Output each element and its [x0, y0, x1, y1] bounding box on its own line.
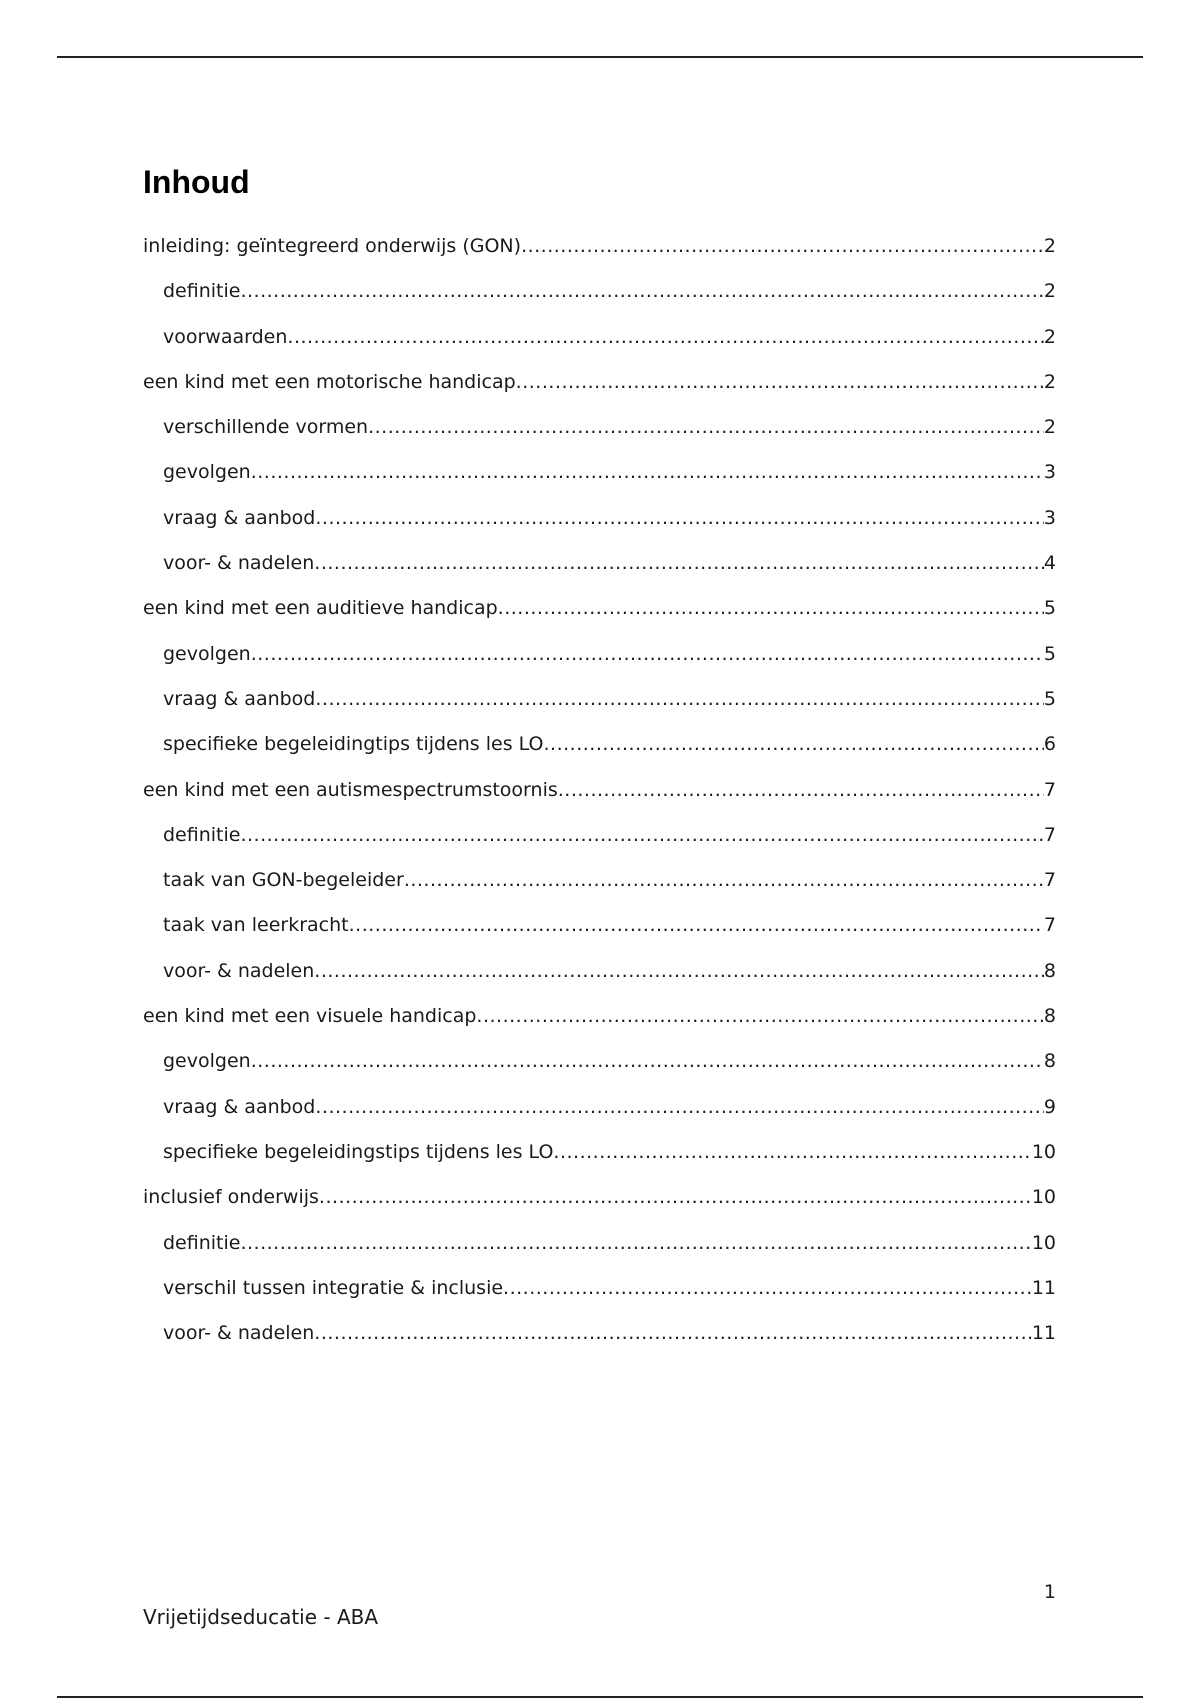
toc-entry-label: taak van leerkracht — [163, 914, 349, 937]
toc-entry-label: definitie — [163, 1231, 241, 1254]
toc-entry-section[interactable] — [143, 636, 1056, 681]
toc-dot-leader — [558, 772, 1044, 808]
toc-dot-leader — [521, 228, 1044, 264]
toc-dot-leader — [314, 1315, 1032, 1351]
toc-dot-leader — [240, 817, 1043, 853]
header-rule — [57, 56, 1143, 58]
toc-entry-section[interactable] — [143, 817, 1056, 862]
toc-dot-leader — [251, 636, 1044, 672]
toc-dot-leader — [516, 364, 1044, 400]
page-number: 1 — [1043, 1581, 1056, 1603]
toc-dot-leader — [503, 1270, 1032, 1306]
toc-entry-section[interactable] — [143, 1270, 1056, 1315]
toc-entry-chapter[interactable] — [143, 228, 1056, 273]
toc-entry-label: vraag & aanbod — [163, 506, 316, 529]
toc-entry-chapter[interactable] — [143, 772, 1056, 817]
toc-entry-page-number: 2 — [1043, 280, 1056, 303]
toc-dot-leader — [498, 590, 1044, 626]
toc-entry-label: specifieke begeleidingstips tijdens les LO — [163, 1140, 554, 1163]
toc-entry-section[interactable] — [143, 500, 1056, 545]
footer-text: Vrijetijdseducatie - ABA — [143, 1605, 379, 1629]
toc-entry-page-number: 7 — [1043, 778, 1056, 801]
toc-entry-section[interactable] — [143, 907, 1056, 952]
toc-dot-leader — [544, 726, 1044, 762]
toc-entry-label: gevolgen — [163, 642, 251, 665]
toc-entry-page-number: 2 — [1043, 416, 1056, 439]
toc-dot-leader — [553, 1134, 1031, 1170]
toc-dot-leader — [314, 953, 1044, 989]
toc-dot-leader — [315, 500, 1044, 536]
toc-entry-page-number: 3 — [1043, 461, 1056, 484]
toc-dot-leader — [287, 319, 1044, 355]
toc-entry-label: gevolgen — [163, 461, 251, 484]
toc-entry-page-number: 2 — [1043, 235, 1056, 257]
toc-dot-leader — [404, 862, 1044, 898]
table-of-contents — [143, 228, 1056, 1360]
toc-entry-page-number: 10 — [1031, 1140, 1056, 1163]
toc-entry-chapter[interactable] — [143, 998, 1056, 1043]
toc-entry-label: voor- & nadelen — [163, 1322, 315, 1345]
toc-entry-label: definitie — [163, 823, 241, 846]
toc-entry-label: voorwaarden — [163, 325, 288, 348]
toc-entry-label: taak van GON-begeleider — [163, 869, 404, 892]
toc-dot-leader — [315, 1089, 1044, 1125]
toc-entry-section[interactable] — [143, 454, 1056, 499]
toc-title: Inhoud — [143, 164, 250, 200]
toc-dot-leader — [240, 1225, 1031, 1261]
toc-entry-page-number: 3 — [1043, 506, 1056, 529]
toc-dot-leader — [315, 681, 1044, 717]
toc-entry-page-number: 5 — [1043, 597, 1056, 620]
toc-entry-label: inclusief onderwijs — [143, 1186, 319, 1209]
toc-entry-section[interactable] — [143, 545, 1056, 590]
toc-entry-label: verschil tussen integratie & inclusie — [163, 1276, 504, 1299]
toc-entry-label: een kind met een autismespectrumstoornis — [143, 778, 558, 801]
toc-entry-chapter[interactable] — [143, 364, 1056, 409]
toc-entry-section[interactable] — [143, 1315, 1056, 1360]
toc-entry-chapter[interactable] — [143, 1179, 1056, 1224]
toc-entry-label: gevolgen — [163, 1050, 251, 1073]
toc-entry-section[interactable] — [143, 273, 1056, 318]
toc-entry-page-number: 9 — [1043, 1095, 1056, 1118]
toc-dot-leader — [476, 998, 1043, 1034]
toc-entry-section[interactable] — [143, 681, 1056, 726]
footer-rule — [57, 1696, 1143, 1698]
toc-dot-leader — [319, 1179, 1032, 1215]
toc-entry-section[interactable] — [143, 726, 1056, 771]
toc-entry-section[interactable] — [143, 1089, 1056, 1134]
toc-entry-page-number: 5 — [1043, 642, 1056, 665]
toc-entry-section[interactable] — [143, 862, 1056, 907]
toc-entry-page-number: 11 — [1031, 1322, 1056, 1345]
toc-entry-section[interactable] — [143, 953, 1056, 998]
toc-entry-page-number: 2 — [1043, 325, 1056, 348]
toc-entry-page-number: 11 — [1031, 1276, 1056, 1299]
toc-entry-label: inleiding: geïntegreerd onderwijs (GON) — [143, 235, 522, 257]
toc-dot-leader — [251, 1043, 1044, 1079]
toc-entry-section[interactable] — [143, 409, 1056, 454]
toc-entry-section[interactable] — [143, 1225, 1056, 1270]
toc-entry-page-number: 10 — [1031, 1186, 1056, 1209]
toc-dot-leader — [314, 545, 1044, 581]
toc-entry-label: verschillende vormen — [163, 416, 369, 439]
toc-dot-leader — [349, 907, 1044, 943]
toc-entry-page-number: 8 — [1043, 959, 1056, 982]
toc-dot-leader — [240, 273, 1043, 309]
toc-entry-label: definitie — [163, 280, 241, 303]
toc-dot-leader — [368, 409, 1044, 445]
toc-entry-page-number: 5 — [1043, 687, 1056, 710]
toc-entry-page-number: 8 — [1043, 1050, 1056, 1073]
toc-entry-chapter[interactable] — [143, 590, 1056, 635]
toc-entry-page-number: 10 — [1031, 1231, 1056, 1254]
toc-entry-section[interactable] — [143, 319, 1056, 364]
toc-entry-label: voor- & nadelen — [163, 959, 315, 982]
toc-entry-page-number: 8 — [1043, 1005, 1056, 1028]
toc-entry-label: specifieke begeleidingtips tijdens les LO — [163, 733, 544, 756]
toc-dot-leader — [251, 454, 1044, 490]
toc-entry-page-number: 2 — [1043, 370, 1056, 393]
toc-entry-section[interactable] — [143, 1134, 1056, 1179]
toc-entry-page-number: 7 — [1043, 914, 1056, 937]
toc-entry-page-number: 4 — [1043, 552, 1056, 575]
toc-entry-page-number: 7 — [1043, 823, 1056, 846]
toc-entry-label: voor- & nadelen — [163, 552, 315, 575]
toc-entry-label: vraag & aanbod — [163, 1095, 316, 1118]
toc-entry-page-number: 6 — [1043, 733, 1056, 756]
toc-entry-label: een kind met een auditieve handicap — [143, 597, 498, 620]
toc-entry-page-number: 7 — [1043, 869, 1056, 892]
toc-entry-label: vraag & aanbod — [163, 687, 316, 710]
toc-entry-label: een kind met een motorische handicap — [143, 370, 516, 393]
toc-entry-section[interactable] — [143, 1043, 1056, 1088]
toc-entry-label: een kind met een visuele handicap — [143, 1005, 477, 1028]
